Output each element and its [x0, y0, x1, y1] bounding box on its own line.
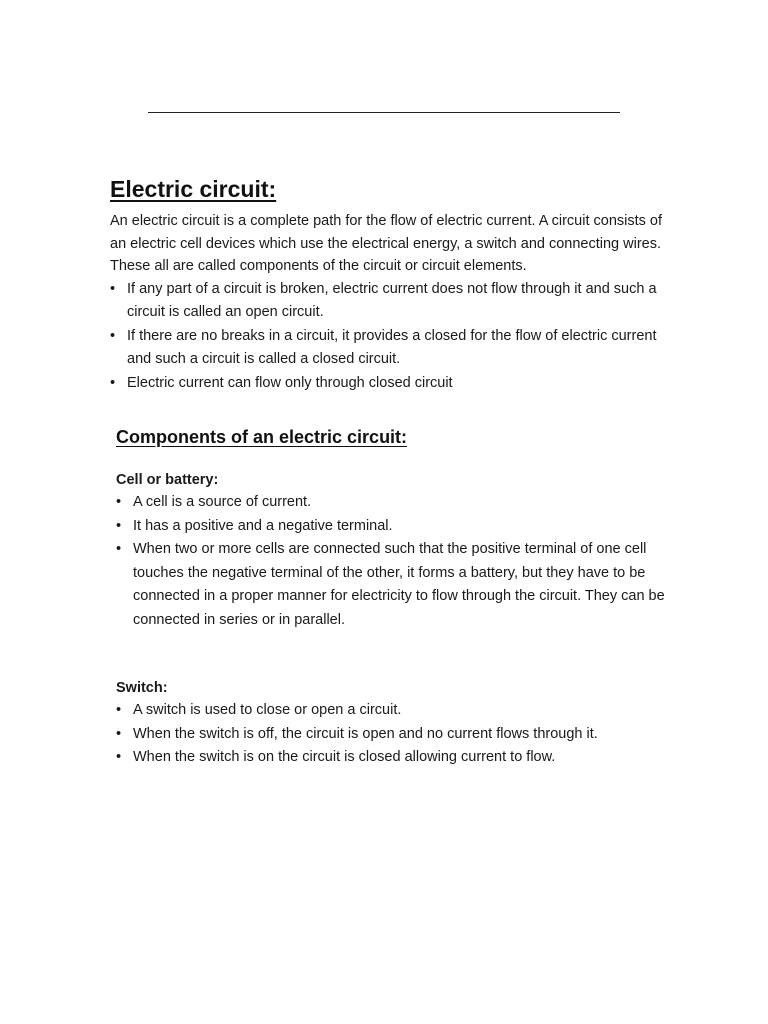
list-item-text: A cell is a source of current. [133, 494, 312, 510]
cell-heading: Cell or battery: [116, 472, 219, 488]
bullet-icon: • [116, 725, 122, 742]
circuit-bullet-list [110, 278, 670, 396]
cell-bullet-list [116, 491, 670, 632]
switch-section [116, 677, 670, 770]
list-item-text: Electric current can flow only through closed circuit [127, 374, 453, 391]
bullet-icon: • [110, 280, 116, 297]
list-item [116, 699, 670, 723]
bullet-icon: • [116, 749, 122, 765]
list-item [110, 278, 670, 325]
bullet-icon: • [116, 517, 122, 534]
list-item-text: If any part of a circuit is broken, electric current does not flow through it and such a circuit is called an open circuit. [127, 280, 657, 320]
bullet-icon: • [110, 374, 116, 391]
list-item [110, 372, 670, 396]
list-item-text: When the switch is off, the circuit is open and no current flows through it. [133, 725, 598, 742]
list-item [116, 515, 670, 539]
list-item-text: If there are no breaks in a circuit, it provides a closed for the flow of electric current and such a circuit is called a closed circuit. [127, 327, 657, 367]
bullet-icon: • [116, 494, 122, 510]
intro-paragraph: An electric circuit is a complete path for the flow of electric current. A circuit consists of an electric cell devices which use the electrical energy, a switch and connecting wires. These all are called components of the circuit or circuit elements. [110, 213, 663, 274]
bullet-icon: • [110, 327, 116, 344]
list-item [116, 746, 670, 770]
bullet-icon: • [116, 702, 122, 718]
list-item [116, 723, 670, 747]
page-title: Electric circuit: [110, 176, 277, 202]
switch-heading: Switch: [116, 680, 168, 696]
document-body [110, 172, 670, 770]
horizontal-rule [148, 112, 620, 113]
list-item-text: A switch is used to close or open a circuit. [133, 702, 402, 718]
components-heading: Components of an electric circuit: [116, 427, 408, 447]
list-item [110, 325, 670, 372]
list-item [116, 491, 670, 515]
list-item-text: When the switch is on the circuit is closed allowing current to flow. [133, 749, 556, 765]
list-item [116, 538, 670, 632]
list-item-text: When two or more cells are connected such that the positive terminal of one cell touches the negative terminal of the other, it forms a battery, but they have to be connected in a proper manner for electricity to flow through the circuit. They can be connected in series or in parallel. [133, 541, 665, 628]
cell-section [116, 469, 670, 632]
list-item-text: It has a positive and a negative terminal. [133, 517, 393, 534]
switch-bullet-list [116, 699, 670, 770]
bullet-icon: • [116, 541, 122, 557]
